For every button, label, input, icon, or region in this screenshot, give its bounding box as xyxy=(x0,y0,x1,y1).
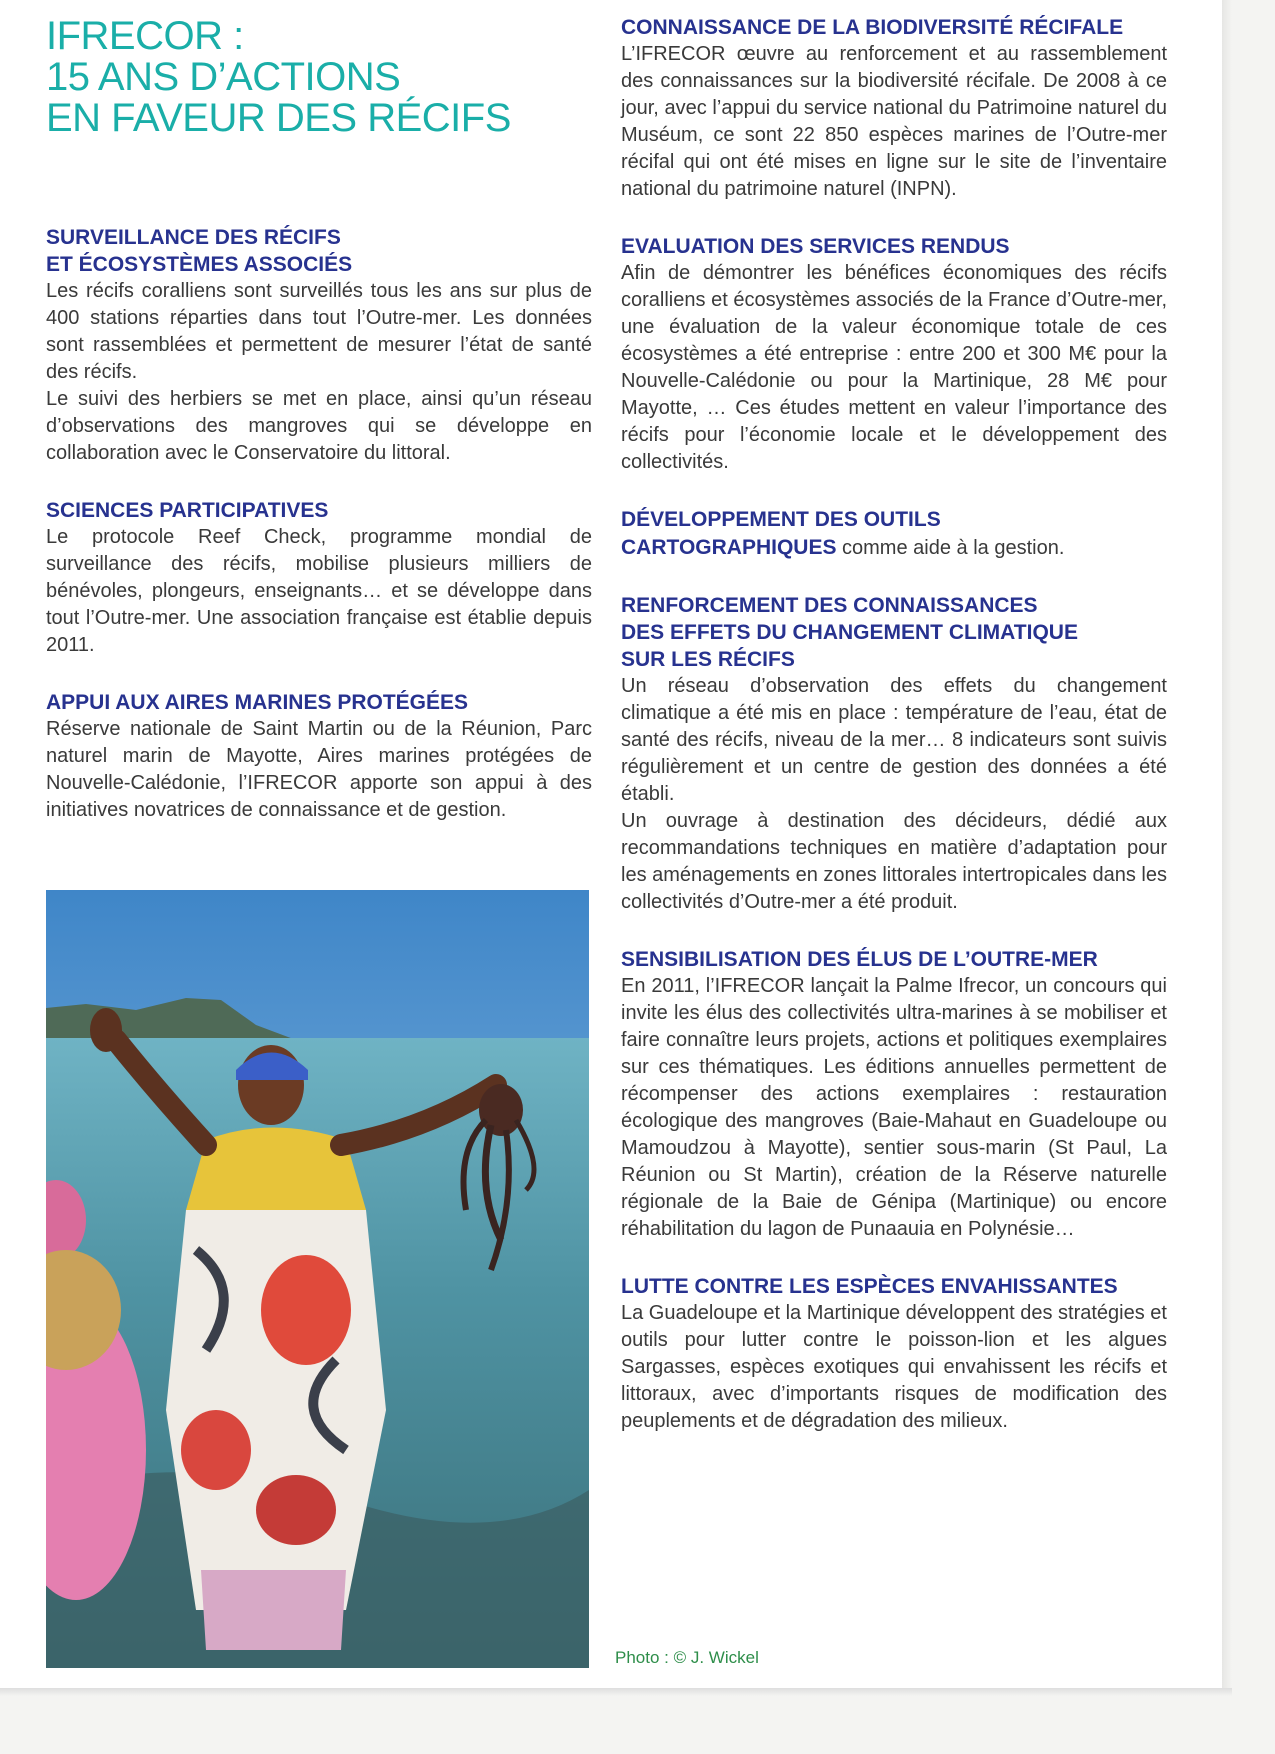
title-line: 15 ANS D’ACTIONS xyxy=(46,55,401,99)
photo-illustration xyxy=(46,890,589,1668)
inline-text: comme aide à la gestion. xyxy=(836,537,1065,559)
inline-heading: DÉVELOPPEMENT DES OUTILS xyxy=(621,508,941,531)
section-outils-cartographiques xyxy=(621,506,1167,562)
section-surveillance xyxy=(46,224,592,467)
section-paragraph: La Guadeloupe et la Martinique développent des stratégies et outils pour lutter contre le poisson-lion et les algues Sargasses, espèces exotiques qui envahissent les récifs et littoraux, avec d’importants risques de modification des peuplements et de dégradation des milieux. xyxy=(621,1302,1167,1432)
page-bottom-shadow xyxy=(0,1688,1232,1696)
section-evaluation-services xyxy=(621,233,1167,476)
section-sensibilisation-elus xyxy=(621,946,1167,1243)
section-paragraph: Un réseau d’observation des effets du changement climatique a été mis en place : température de l’eau, état de santé des récifs, niveau de la mer… 8 indicateurs sont suivis régulièrement et un centre de gestion des données a été établi. xyxy=(621,675,1167,805)
section-biodiversite xyxy=(621,14,1167,203)
heading-line: DES EFFETS DU CHANGEMENT CLIMATIQUE xyxy=(621,621,1078,644)
section-paragraph: Les récifs coralliens sont surveillés tous les ans sur plus de 400 stations réparties dans tout l’Outre-mer. Les données sont rassemblées et permettent de mesurer l’état de santé des récifs. xyxy=(46,280,592,383)
left-column xyxy=(46,224,592,854)
heading-line: EVALUATION DES SERVICES RENDUS xyxy=(621,235,1010,258)
section-heading xyxy=(46,689,592,716)
heading-line: LUTTE CONTRE LES ESPÈCES ENVAHISSANTES xyxy=(621,1275,1118,1298)
section-heading xyxy=(621,1273,1167,1300)
heading-line: SCIENCES PARTICIPATIVES xyxy=(46,499,329,522)
section-paragraph: Réserve nationale de Saint Martin ou de la Réunion, Parc naturel marin de Mayotte, Aires marines protégées de Nouvelle-Calédonie, l’IFRECOR apporte son appui à des initiatives novatrices de connaissance et de gestion. xyxy=(46,718,592,821)
section-paragraph: L’IFRECOR œuvre au renforcement et au rassemblement des connaissances sur la biodiversité récifale. De 2008 à ce jour, avec l’appui du service national du Patrimoine naturel du Muséum, ce sont 22 850 espèces marines de l’Outre-mer récifal qui ont été mises en ligne sur le site de l’inventaire national du patrimoine naturel (INPN). xyxy=(621,43,1167,200)
heading-line: SURVEILLANCE DES RÉCIFS xyxy=(46,226,341,249)
heading-line: ET ÉCOSYSTÈMES ASSOCIÉS xyxy=(46,253,353,276)
section-paragraph: Le protocole Reef Check, programme mondial de surveillance des récifs, mobilise plusieurs milliers de bénévoles, plongeurs, enseignants… et se développe dans tout l’Outre-mer. Une association française est établie depuis 2011. xyxy=(46,526,592,656)
section-heading xyxy=(46,497,592,524)
section-heading xyxy=(46,224,592,278)
section-paragraph: En 2011, l’IFRECOR lançait la Palme Ifrecor, un concours qui invite les élus des collectivités ultra-marines à se mobiliser et faire connaître leurs projets, actions et politiques exemplaires sur ces thématiques. Les éditions annuelles permettent de récompenser des actions exemplaires : restauration écologique des mangroves (Baie-Mahaut en Guadeloupe ou Mamoudzou à Mayotte), sentier sous-marin (St Paul, La Réunion ou St Martin), création de la Réserve naturelle régionale de la Baie de Génipa (Martinique) ou encore réhabilitation du lagon de Punaauia en Polynésie… xyxy=(621,975,1167,1240)
heading-line: SENSIBILISATION DES ÉLUS DE L’OUTRE-MER xyxy=(621,948,1098,971)
section-heading xyxy=(621,14,1167,41)
title-line: EN FAVEUR DES RÉCIFS xyxy=(46,96,511,140)
section-paragraph: Un ouvrage à destination des décideurs, dédié aux recommandations techniques en matière d’adaptation pour les aménagements en zones littorales intertropicales dans les collectivités d’Outre-mer a été produit. xyxy=(621,810,1167,913)
section-paragraph: Le suivi des herbiers se met en place, ainsi qu’un réseau d’observations des mangroves qui se développe en collaboration avec le Conservatoire du littoral. xyxy=(46,388,592,464)
heading-line: APPUI AUX AIRES MARINES PROTÉGÉES xyxy=(46,691,469,714)
section-especes-envahissantes xyxy=(621,1273,1167,1435)
photo-woman-with-octopus xyxy=(46,890,589,1668)
photo-credit: Photo : © J. Wickel xyxy=(615,1648,759,1667)
section-aires-marines xyxy=(46,689,592,824)
heading-line: SUR LES RÉCIFS xyxy=(621,648,795,671)
title-line: IFRECOR : xyxy=(46,14,244,58)
inline-heading-paragraph xyxy=(621,506,1167,562)
page-title xyxy=(46,16,566,139)
heading-line: CONNAISSANCE DE LA BIODIVERSITÉ RÉCIFALE xyxy=(621,16,1124,39)
section-heading xyxy=(621,592,1167,673)
section-heading xyxy=(621,233,1167,260)
right-column xyxy=(621,14,1167,1465)
inline-heading: CARTOGRAPHIQUES xyxy=(621,536,837,559)
page-edge-shadow xyxy=(1222,0,1232,1688)
section-paragraph: Afin de démontrer les bénéfices économiques des récifs coralliens et écosystèmes associés de la France d’Outre-mer, une évaluation de la valeur économique totale de ces écosystèmes a été entreprise : entre 200 et 300 M€ pour la Nouvelle-Calédonie ou pour la Martinique, 28 M€ pour Mayotte, … Ces études mettent en valeur l’importance des récifs pour l’économie locale et le développement des collectivités. xyxy=(621,262,1167,473)
section-heading xyxy=(621,946,1167,973)
section-changement-climatique xyxy=(621,592,1167,916)
heading-line: RENFORCEMENT DES CONNAISSANCES xyxy=(621,594,1038,617)
section-sciences-participatives xyxy=(46,497,592,659)
